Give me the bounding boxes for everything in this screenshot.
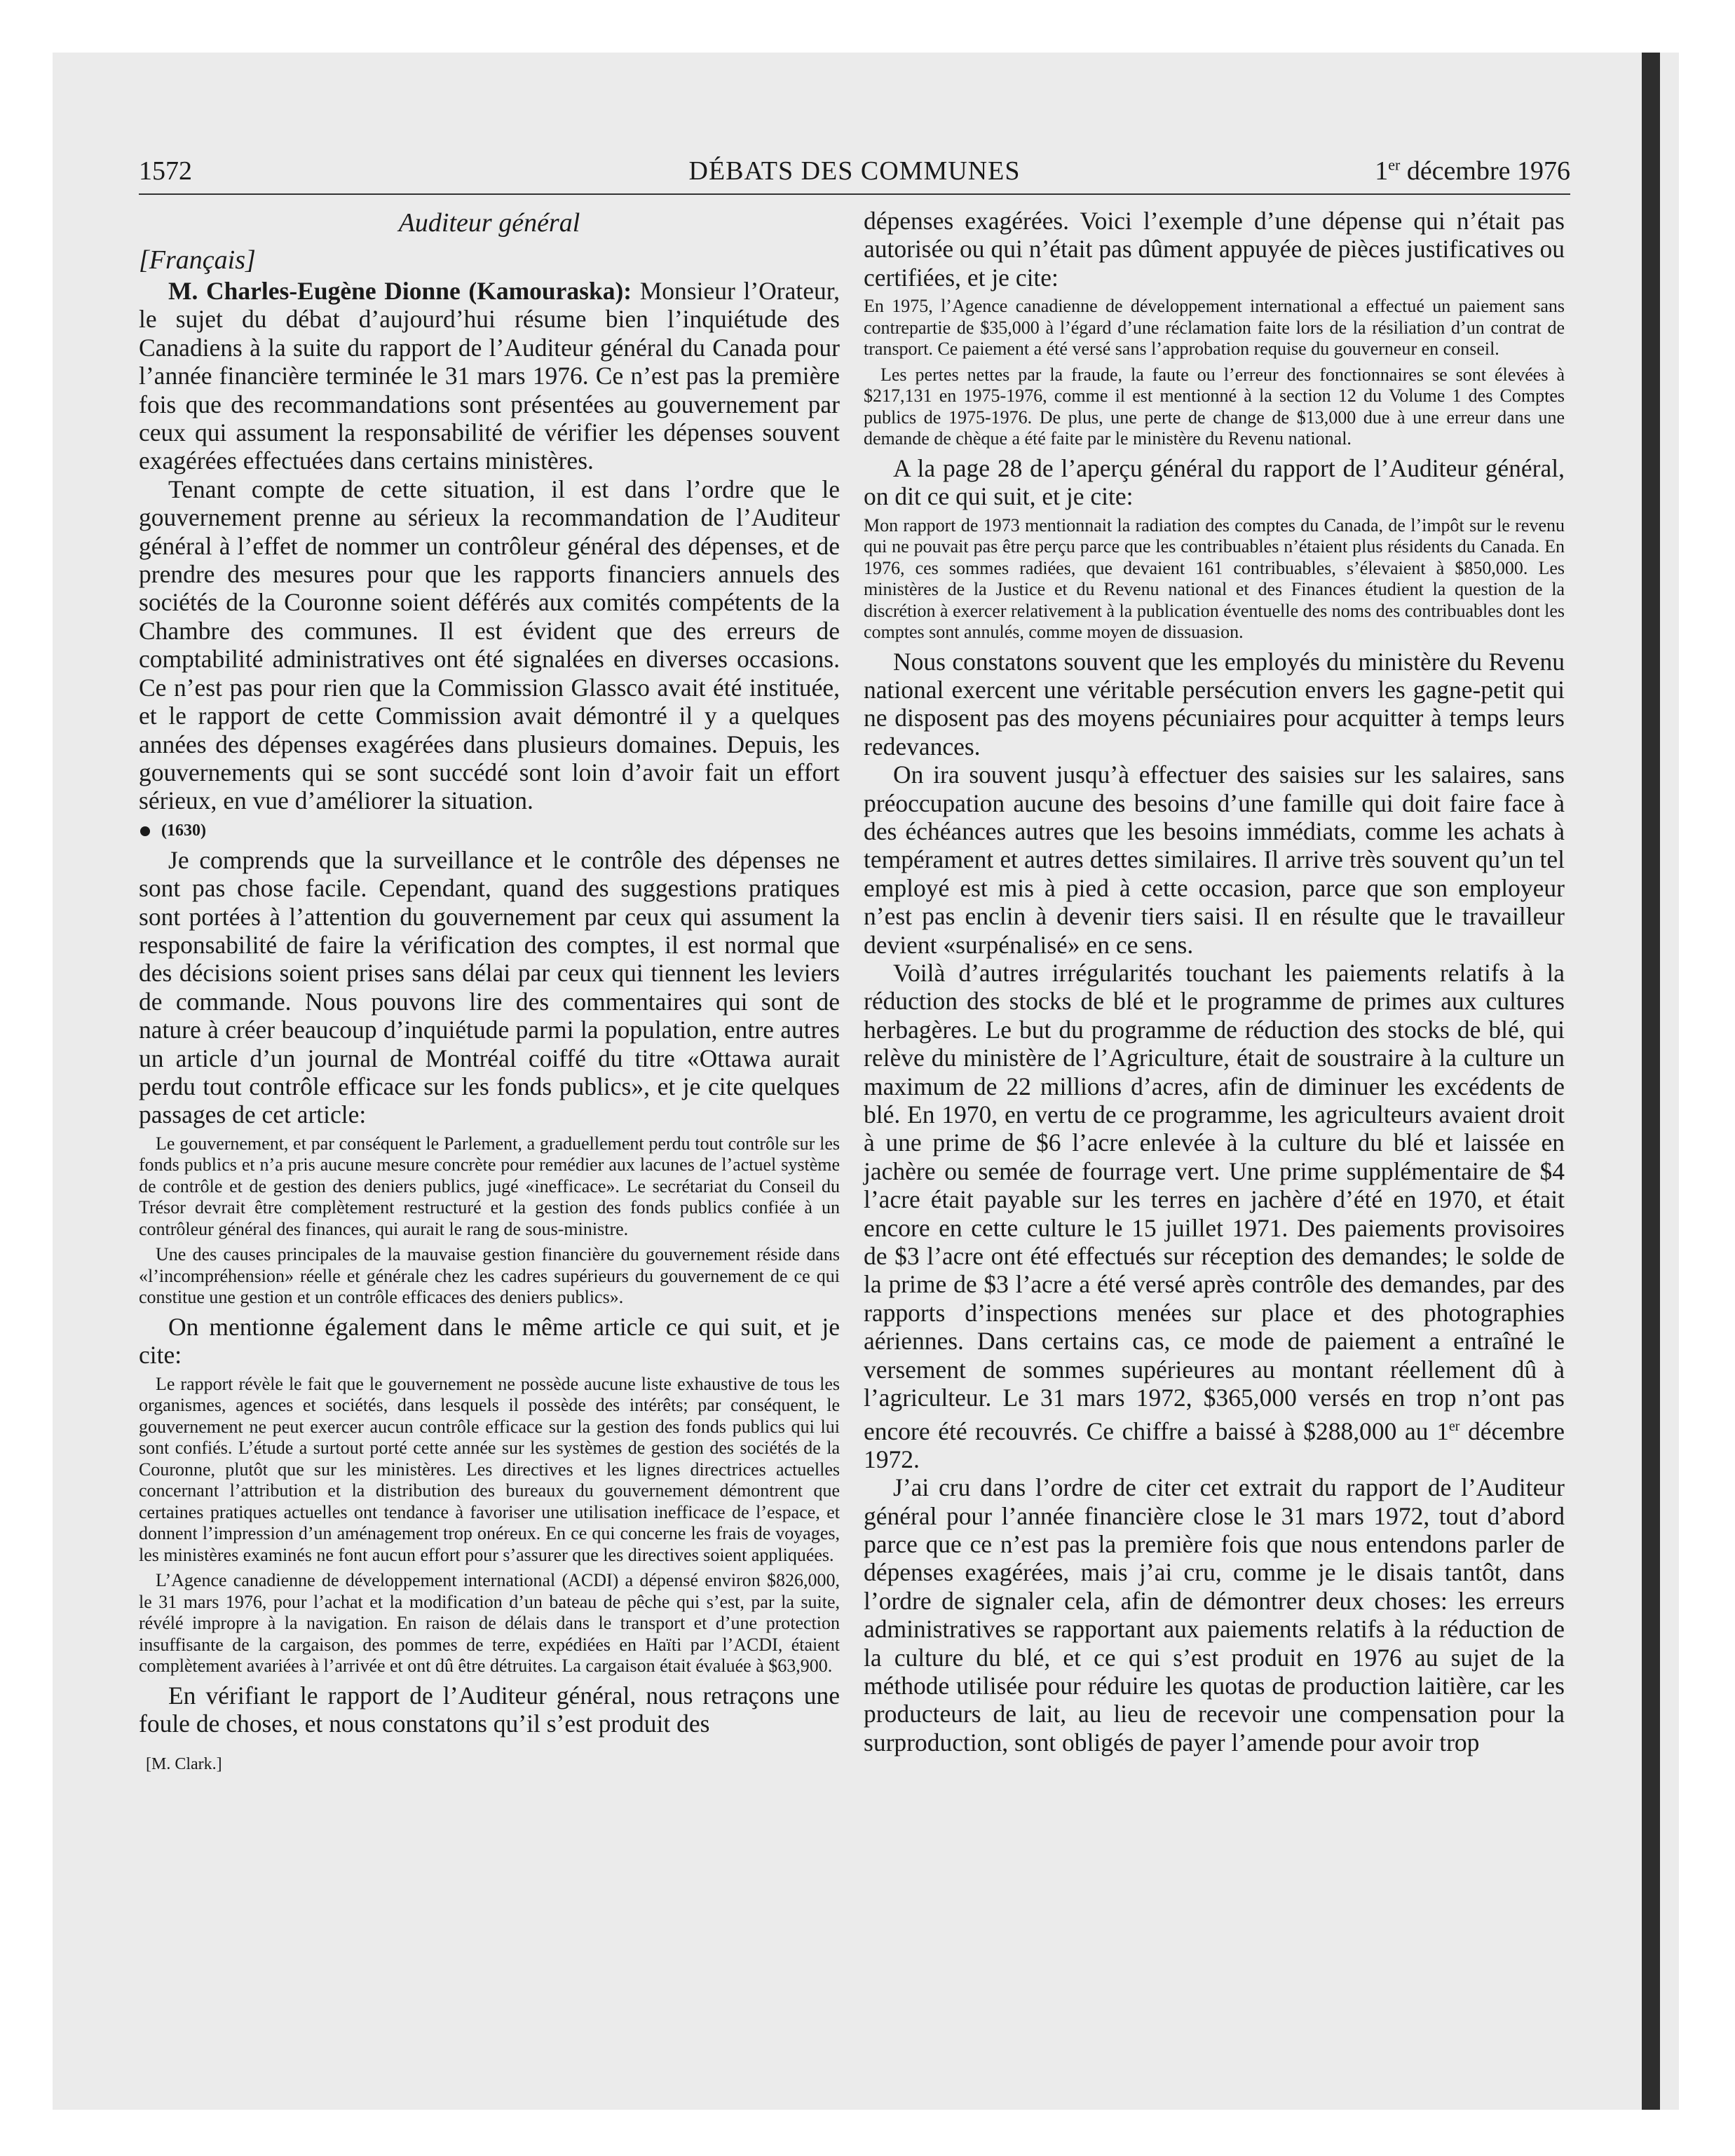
language-tag: [Français] [139,245,256,275]
speech-paragraph-5: En vérifiant le rapport de l’Auditeur général, nous retraçons une foule de choses, et nous constatons qu’il s’est produit des [139,1681,840,1738]
speech-paragraph-1-text: Monsieur l’Orateur, le sujet du débat d’aujourd’hui résume bien l’inquiétude des Canadiens à la suite du rapport de l’Auditeur général du Canada pour l’année financière terminée le 31 mars 1976. Ce n’est pas la première fois que des recommandations sont présentées au gouvernement par ceux qui assument la responsabilité de vérifier les dépenses souvent exagérées effectuées dans certains ministères. [139,277,840,475]
header-date-rest: décembre 1976 [1400,156,1570,186]
speech-paragraph-10 [864,959,1565,1473]
quotation-4: L’Agence canadienne de développement international (ACDI) a dépensé environ $826,000, le 31 mars 1976, pour l’achat et la modification d’un bateau de pêche qui s’est, par la suite, révélé impropre à la navigation. En raison de délais dans le transport et d’une protection insuffisante de la cargaison, des pommes de terre, expédiées en Haïti par l’ACDI, étaient complètement avariées à l’arrivée et ont dû être détruites. La cargaison était évaluée à $63,900. [139,1570,840,1677]
speech-paragraph-8: Nous constatons souvent que les employés du ministère du Revenu national exercent une véritable persécution envers les gagne-petit qui ne disposent pas des moyens pécuniaires pour acquitter à temps leurs redevances. [864,647,1565,760]
time-marker-text: (1630) [161,821,206,840]
speech-paragraph-2: Tenant compte de cette situation, il est dans l’ordre que le gouvernement prenne au sérieux la recommandation de l’Auditeur général à l’effet de nommer un contrôleur général des dépenses, et de prendre des mesures pour que les rapports financiers annuels des sociétés de la Couronne soient déférés aux comités compétents de la Chambre des communes. Il est évident que des erreurs de comptabilité administratives ont été signalées en diverses occasions. Ce n’est pas pour rien que la Commission Glassco avait été instituée, et le rapport de cette Commission avait démontré il y a quelques années des dépenses exagérées dans plusieurs domaines. Depuis, les gouvernements qui se sont succédé sont loin d’avoir fait un effort sérieux, en vue d’améliorer la situation. [139,475,840,815]
speech-paragraph-3: Je comprends que la surveillance et le contrôle des dépenses ne sont pas chose facile. Cependant, quand des suggestions pratiques sont portées à l’attention du gouvernement par ceux qui assument la responsabilité de faire la vérification des comptes, il est normal que des décisions soient prises sans délai par ceux qui tiennent les leviers de commande. Nous pouvons lire des commentaires qui sont de nature à créer beaucoup d’inquiétude parmi la population, entre autres un article d’un journal de Montréal coiffé du titre «Ottawa aurait perdu tout contrôle efficace sur les fonds publics», et je cite quelques passages de cet article: [139,845,840,1129]
section-title: Auditeur général [398,208,580,238]
quotation-2: Une des causes principales de la mauvaise gestion financière du gouvernement réside dans «l’incompréhension» réelle et générale chez les cadres supérieurs du gouvernement de ce qui constitue une gestion et un contrôle efficaces des deniers publics». [139,1244,840,1308]
speech-paragraph-4: On mentionne également dans le même article ce qui suit, et je cite: [139,1312,840,1370]
page-number: 1572 [139,156,192,186]
speech-paragraph-7: A la page 28 de l’aperçu général du rapport de l’Auditeur général, on dit ce qui suit, et je cite: [864,453,1565,511]
running-header [139,154,1570,195]
speech-paragraph-1 [139,277,840,475]
speech-paragraph-11: J’ai cru dans l’ordre de citer cet extrait du rapport de l’Auditeur général pour l’année financière close le 31 mars 1972, tout d’abord parce que ce n’est pas la première fois que nous entendons parler de dépenses exagérées, mais j’ai cru, comme je le disais tantôt, dans l’ordre de signaler cela, afin de démontrer deux choses: les erreurs administratives se rapportant aux paiements relatifs à la réduction de la culture du blé, et ce qui s’est produit en 1976 au sujet de la méthode utilisée pour réduire les quotas de production laitière, car les producteurs de lait, au lieu de recevoir une compensation pour la surproduction, sont obligés de payer l’amende pour avoir trop [864,1473,1565,1756]
quotation-5: En 1975, l’Agence canadienne de développement international a effectué un paiement sans contrepartie de $35,000 à l’égard d’une réclamation faite lors de la résiliation d’un contrat de transport. Ce paiement a été versé sans l’approbation requise du gouverneur en conseil. [864,296,1565,360]
speaker-name: M. Charles-Eugène Dionne (Kamouraska): [168,277,632,305]
header-date-sup: er [1388,156,1401,174]
quotation-7: Mon rapport de 1973 mentionnait la radiation des comptes du Canada, de l’impôt sur le revenu qui ne pouvait pas être perçu parce que les contribuables n’étaient plus résidents du Canada. En 1976, ces sommes radiées, que devaient 161 contribuables, s’élevaient à $850,000. Les ministères de la Justice et du Revenu national et des Finances étudient la question de la discrétion à exercer relativement à la publication éventuelle des noms des contribuables dont les comptes sont annulés, comme moyen de dissuasion. [864,514,1565,643]
speech-paragraph-10-end: décembre 1972. [864,1417,1565,1473]
header-date [1375,156,1570,186]
speech-paragraph-9: On ira souvent jusqu’à effectuer des saisies sur les salaires, sans préoccupation aucune des besoins d’une famille qui doit faire face à des échéances autres que les besoins immédiats, comme les achats à tempérament et autres dettes similaires. Il arrive très souvent qu’un tel employé est mis à pied à cette occasion, parce que son employeur n’est pas enclin à devenir tiers saisi. Il en résulte que le travailleur devient «surpénalisé» en ce sens. [864,760,1565,959]
bullet-icon [140,826,150,836]
right-column [864,207,1565,1756]
left-column [139,207,840,1775]
quotation-1: Le gouvernement, et par conséquent le Parlement, a graduellement perdu tout contrôle sur les fonds publics et n’a pris aucune mesure concrète pour remédier aux lacunes de l’actuel système de contrôle et de gestion des deniers publics, jugé «inefficace». Le secrétariat du Conseil du Trésor devrait être complètement restructuré et la gestion des fonds publics confiée à un contrôleur général des finances, qui aurait le rang de sous-ministre. [139,1133,840,1239]
publication-title: DÉBATS DES COMMUNES [688,156,1021,186]
speech-paragraph-6: dépenses exagérées. Voici l’exemple d’une dépense qui n’était pas autorisée ou qui n’était pas dûment appuyée de pièces justificatives ou certifiées, et je cite: [864,207,1565,292]
quotation-6: Les pertes nettes par la fraude, la faute ou l’erreur des fonctionnaires se sont élevées à $217,131 en 1975-1976, comme il est mentionné à la section 12 du Volume 1 des Comptes publics de 1975-1976. De plus, une perte de change de $13,000 due à une erreur dans une demande de chèque a été faite par le ministère du Revenu national. [864,364,1565,449]
quotation-3: Le rapport révèle le fait que le gouvernement ne possède aucune liste exhaustive de tous les organismes, agences et sociétés, dans lesquels il possède des intérêts; par conséquent, le gouvernement ne peut exercer aucun contrôle efficace sur la gestion des fonds publics qui lui sont confiés. L’étude a surtout porté cette année sur les systèmes de gestion des sociétés de la Couronne, plutôt que sur les ministères. Les directives et les lignes directrices actuelles concernant l’attribution et la distribution des bureaux du gouvernement démontrent que certaines pratiques actuelles ont tendance à favoriser une utilisation inefficace de l’espace, et donnent l’impression d’un aménagement trop onéreux. En ce qui concerne les frais de voyages, les ministères examinés ne font aucun effort pour s’assurer que les directives soient appliquées. [139,1373,840,1565]
ordinal-sup: er [1448,1418,1460,1434]
time-marker [139,817,840,845]
speaker-footer-tag: [M. Clark.] [146,1755,222,1774]
header-date-day: 1 [1375,156,1389,186]
speech-paragraph-10-text: Voilà d’autres irrégularités touchant les paiements relatifs à la réduction des stocks de blé et le programme de primes aux cultures herbagères. Le but du programme de réduction des stocks de blé, qui relève du ministère de l’Agriculture, était de soustraire à la culture un maximum de 22 millions d’acres, afin de diminuer les excédents de blé. En 1970, en vertu de ce programme, les agriculteurs avaient droit à une prime de $6 l’acre enlevée à la culture du blé et laissée en jachère ou semée de fourrage vert. Une prime supplémentaire de $4 l’acre était payable sur les terres en jachère d’été en 1970, et était encore en cette culture le 15 juillet 1971. Des paiements provisoires de $3 l’acre ont été effectués sur réception des demandes; le solde de la prime de $3 l’acre a été versé après contrôle des demandes, par des rapports d’inspections menées sur place et des photographies aériennes. Dans certains cas, ce mode de paiement a entraîné le versement de sommes supérieures au montant réellement dû à l’agriculteur. Le 31 mars 1972, $365,000 versés en trop n’ont pas encore été recouvrés. Ce chiffre a baissé à $288,000 au 1 [864,959,1565,1445]
